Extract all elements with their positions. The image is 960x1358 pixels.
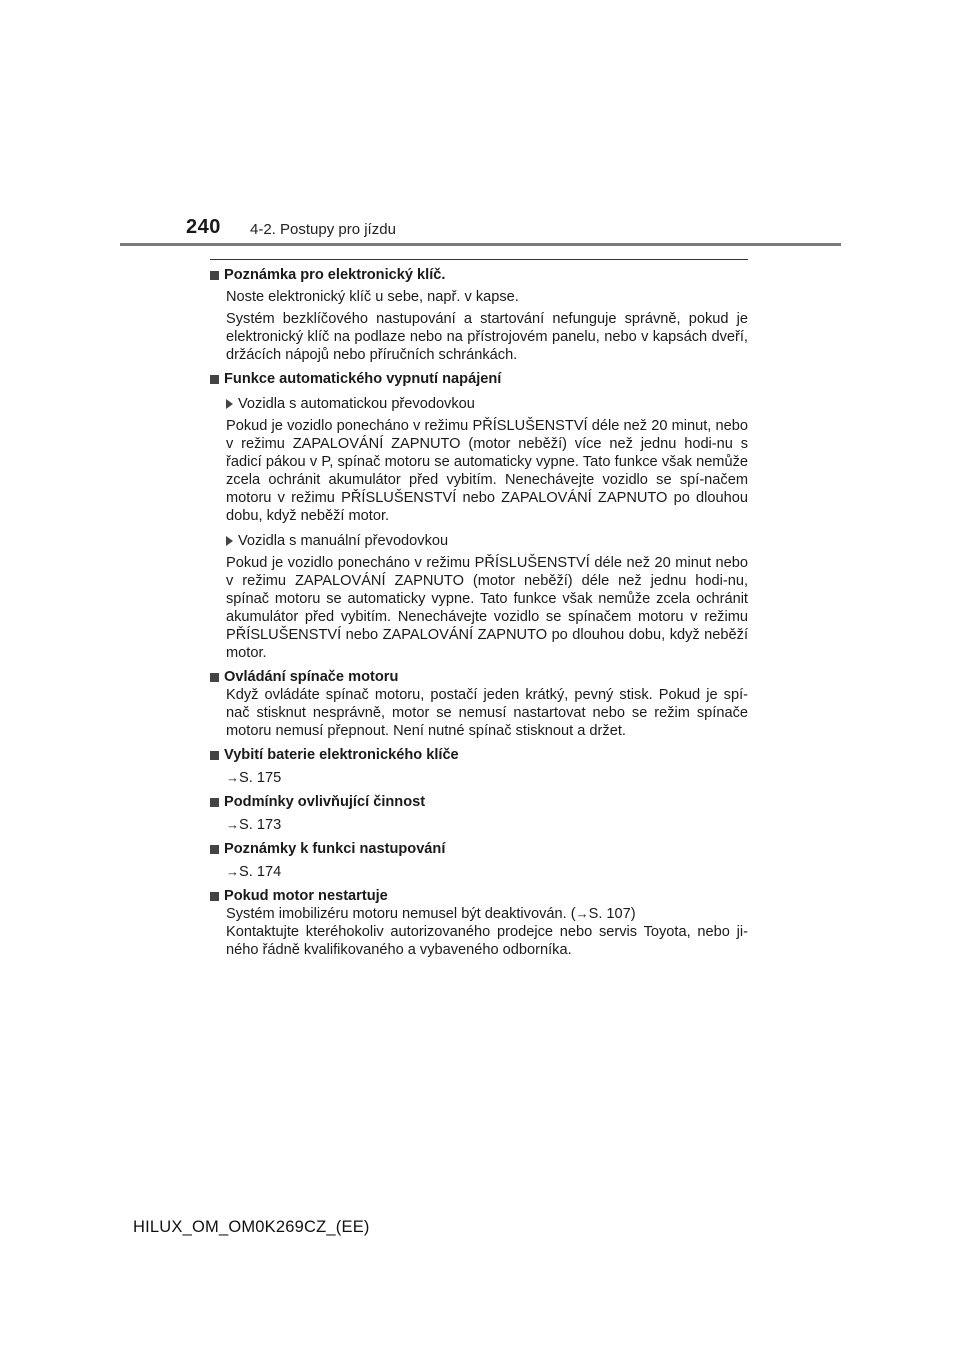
paragraph <box>226 905 748 923</box>
paragraph: Noste elektronický klíč u sebe, např. v kapse. <box>226 289 519 305</box>
reference-link[interactable]: S. 174 <box>239 864 282 880</box>
reference-link[interactable]: S. 173 <box>239 817 282 833</box>
square-bullet-icon <box>210 798 219 807</box>
heading-text: Poznámka pro elektronický klíč. <box>224 267 446 283</box>
section-title: 4-2. Postupy pro jízdu <box>250 221 396 238</box>
square-bullet-icon <box>210 892 219 901</box>
square-bullet-icon <box>210 673 219 682</box>
paragraph: Pokud je vozidlo ponecháno v režimu PŘÍSLUŠENSTVÍ déle než 20 minut, nebo v režimu ZAPALOVÁNÍ ZAPNUTO (motor neběží) více než jednu hodi-nu s řadicí pákou v P, spínač motoru se automaticky vypne. Tato funkce však nemůže zcela ochránit akumulátor před vybitím. Nenechávejte vozidlo se spí-načem motoru v režimu PŘÍSLUŠENSTVÍ nebo ZAPALOVÁNÍ ZAPNUTO po dlouhou dobu, když neběží motor. <box>226 418 748 524</box>
paragraph-text: Systém imobilizéru motoru nemusel být deaktivován. ( <box>226 906 576 922</box>
page-reference <box>226 863 748 881</box>
main-content <box>210 259 748 959</box>
heading-operating-conditions <box>210 793 748 811</box>
subheading-automatic <box>226 395 748 413</box>
heading-key-battery-depletion <box>210 746 748 764</box>
paragraph: Kontaktujte kteréhokoliv autorizovaného prodejce nebo servis Toyota, nebo ji-ného řádně kvalifikovaného a vybaveného odborníka. <box>226 924 748 958</box>
heading-text: Ovládání spínače motoru <box>224 669 399 685</box>
square-bullet-icon <box>210 751 219 760</box>
subheading-text: Vozidla s automatickou převodovkou <box>238 396 475 412</box>
document-code: HILUX_OM_OM0K269CZ_(EE) <box>133 1218 370 1236</box>
subheading-manual <box>226 532 748 550</box>
arrow-right-icon: → <box>575 906 589 921</box>
paragraph: Když ovládáte spínač motoru, postačí jeden krátký, pevný stisk. Pokud je spí-nač stisknut nesprávně, motor se nemusí nastartovat nebo se režim spínače motoru nemusí přepnout. Není nutné spínač stisknout a držet. <box>226 687 748 739</box>
triangle-bullet-icon <box>226 399 233 409</box>
heading-text: Vybití baterie elektronického klíče <box>224 747 459 763</box>
triangle-bullet-icon <box>226 536 233 546</box>
page-reference <box>226 816 748 834</box>
page-reference <box>226 769 748 787</box>
heading-text: Funkce automatického vypnutí napájení <box>224 371 502 387</box>
heading-entry-function-notes <box>210 840 748 858</box>
square-bullet-icon <box>210 375 219 384</box>
heading-text: Poznámky k funkci nastupování <box>224 841 446 857</box>
heading-auto-power-off <box>210 370 748 388</box>
heading-engine-not-starting <box>210 887 748 905</box>
reference-link[interactable]: S. 107) <box>588 906 636 922</box>
page-number: 240 <box>186 216 221 238</box>
heading-electronic-key-note <box>210 266 748 284</box>
subheading-text: Vozidla s manuální převodovkou <box>238 533 449 549</box>
square-bullet-icon <box>210 271 219 280</box>
arrow-right-icon: → <box>226 770 239 785</box>
reference-link[interactable]: S. 175 <box>239 770 282 786</box>
heading-text: Pokud motor nestartuje <box>224 888 388 904</box>
heading-engine-switch-operation <box>210 668 748 686</box>
arrow-right-icon: → <box>226 864 239 879</box>
square-bullet-icon <box>210 845 219 854</box>
header-divider <box>120 243 841 246</box>
heading-text: Podmínky ovlivňující činnost <box>224 794 426 810</box>
arrow-right-icon: → <box>226 817 239 832</box>
paragraph: Systém bezklíčového nastupování a startování nefunguje správně, pokud je elektronický klíč na podlaze nebo na přístrojovém panelu, nebo v kapsách dveří, držácích nápojů nebo příručních schránkách. <box>226 311 748 363</box>
paragraph: Pokud je vozidlo ponecháno v režimu PŘÍSLUŠENSTVÍ déle než 20 minut nebo v režimu ZAPALOVÁNÍ ZAPNUTO (motor neběží) déle než jednu hodi-nu, spínač motoru se automaticky vypne. Tato funkce však nemůže zcela ochránit akumulátor před vybitím. Nenechávejte vozidlo se spínačem motoru v režimu PŘÍSLUŠENSTVÍ nebo ZAPALOVÁNÍ ZAPNUTO po dlouhou dobu, když neběží motor. <box>226 555 748 661</box>
